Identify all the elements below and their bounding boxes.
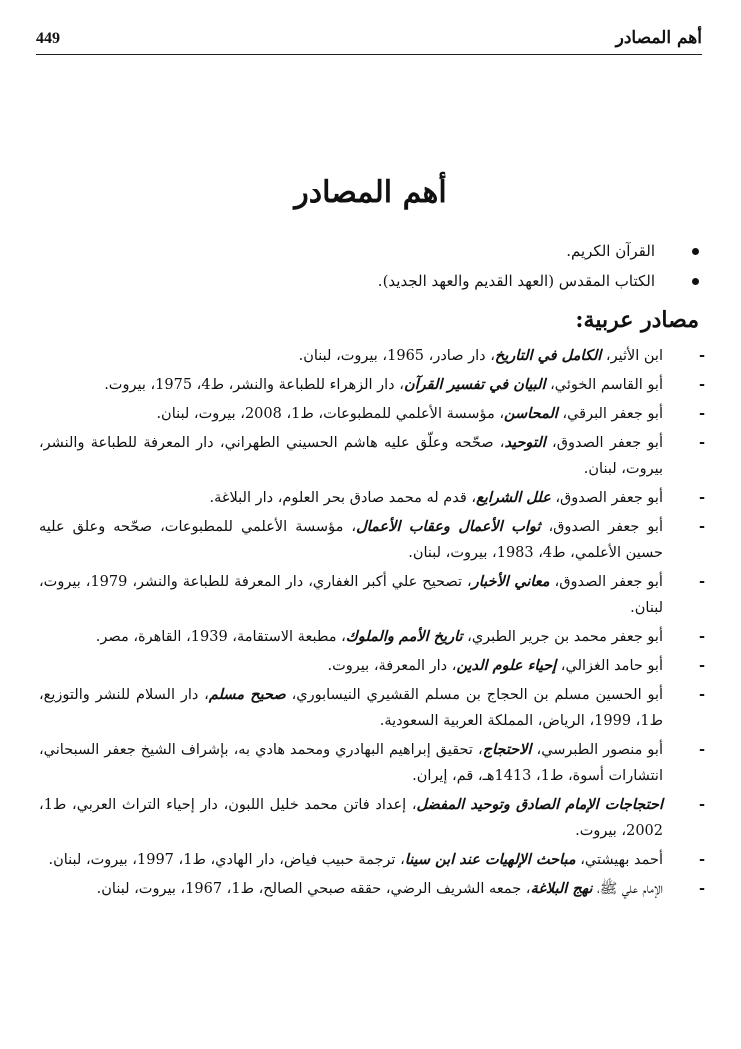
reference-author: أبو جعفر الصدوق، [550, 490, 663, 506]
reference-author: الإمام علي ﷺ، [592, 881, 663, 897]
reference-author: ابن الأثير، [601, 348, 663, 364]
reference-details: ، دار المعرفة، بيروت. [327, 658, 457, 674]
dash-marker: - [698, 686, 705, 703]
reference-item [39, 430, 705, 482]
dash-marker: - [698, 573, 705, 590]
reference-title: الكامل في التاريخ [494, 347, 602, 364]
dash-marker: - [698, 880, 705, 897]
bullet-icon [692, 248, 699, 255]
reference-title: المحاسن [504, 405, 558, 422]
bullet-item [49, 266, 699, 296]
dash-marker: - [698, 796, 705, 813]
reference-title: احتجاجات الإمام الصادق وتوحيد المفضل [416, 796, 663, 813]
reference-details: ، دار الزهراء للطباعة والنشر، ط4، 1975، بيروت. [104, 377, 404, 393]
reference-details: ، قدم له محمد صادق بحر العلوم، دار البلاغة. [209, 490, 477, 506]
reference-details: ، دار السلام للنشر والتوزيع، ط1، 1999، الرياض، المملكة العربية السعودية. [39, 687, 663, 729]
reference-item [39, 485, 705, 511]
reference-list [39, 343, 705, 905]
section-heading: مصادر عربية: [575, 307, 699, 333]
dash-marker: - [698, 489, 705, 506]
reference-details: ، دار صادر، 1965، بيروت، لبنان. [298, 348, 495, 364]
reference-title: الاحتجاج [482, 741, 532, 758]
reference-details: ، مؤسسة الأعلمي للمطبوعات، ط1، 2008، بيروت، لبنان. [156, 406, 504, 422]
reference-author: أبو جعفر البرقي، [557, 406, 663, 422]
reference-item [39, 401, 705, 427]
dash-marker: - [698, 657, 705, 674]
reference-author: أحمد بهيشتي، [575, 852, 663, 868]
reference-author: أبو جعفر الصدوق، [549, 574, 663, 590]
dash-marker: - [698, 376, 705, 393]
reference-title: صحيح مسلم [208, 686, 286, 703]
dash-marker: - [698, 405, 705, 422]
reference-details: ، تحقيق إبراهيم البهادري ومحمد هادي به، بإشراف الشيخ جعفر السبحاني، انتشارات أسوة، ط1، 1413هـ، قم، إيران. [39, 742, 663, 784]
dash-marker: - [698, 518, 705, 535]
reference-item [39, 372, 705, 398]
bullet-text: الكتاب المقدس (العهد القديم والعهد الجديد). [377, 272, 655, 290]
reference-author: أبو الحسين مسلم بن الحجاج بن مسلم القشيري النيسابوري، [285, 687, 664, 703]
reference-details: ، صحّحه وعلّق عليه هاشم الحسيني الطهراني، دار المعرفة للطباعة والنشر، بيروت، لبنان. [39, 435, 663, 477]
reference-item [39, 682, 705, 734]
reference-details: ، مؤسسة الأعلمي للمطبوعات، صحّحه وعلق عليه حسين الأعلمي، ط4، 1983، بيروت، لبنان. [39, 519, 663, 561]
dash-marker: - [698, 347, 705, 364]
dash-marker: - [698, 741, 705, 758]
reference-details: ، إعداد فاتن محمد خليل اللبون، دار إحياء التراث العربي، ط1، 2002، بيروت. [39, 797, 663, 839]
reference-title: البيان في تفسير القرآن [403, 376, 546, 393]
reference-item [39, 569, 705, 621]
dash-marker: - [698, 434, 705, 451]
reference-item [39, 653, 705, 679]
reference-details: ، مطبعة الاستقامة، 1939، القاهرة، مصر. [95, 629, 346, 645]
page-number: 449 [36, 30, 60, 47]
reference-item [39, 737, 705, 789]
reference-author: أبو منصور الطبرسي، [531, 742, 663, 758]
reference-title: معاني الأخبار [471, 573, 550, 590]
bullet-item [49, 236, 699, 266]
reference-item [39, 876, 705, 902]
bullet-text: القرآن الكريم. [566, 242, 655, 260]
reference-author: أبو جعفر الصدوق، [540, 519, 663, 535]
reference-author: أبو جعفر الصدوق، [545, 435, 663, 451]
bullet-list [49, 236, 699, 296]
running-title: أهم المصادر [615, 28, 702, 48]
reference-item [39, 343, 705, 369]
reference-title: إحياء علوم الدين [456, 657, 557, 674]
reference-title: علل الشرايع [476, 489, 551, 506]
reference-details: ، جمعه الشريف الرضي، حققه صبحي الصالح، ط1، 1967، بيروت، لبنان. [96, 881, 531, 897]
reference-title: مباحث الإلهيات عند ابن سينا [404, 851, 576, 868]
page-title: أهم المصادر [294, 175, 447, 210]
reference-author: أبو جعفر محمد بن جرير الطبري، [462, 629, 663, 645]
reference-title: ثواب الأعمال وعقاب الأعمال [356, 518, 541, 535]
reference-item [39, 792, 705, 844]
reference-details: ، ترجمة حبيب فياض، دار الهادي، ط1، 1997، بيروت، لبنان. [48, 852, 405, 868]
reference-item [39, 624, 705, 650]
reference-title: نهج البلاغة [530, 880, 593, 897]
reference-author: أبو القاسم الخوئي، [545, 377, 663, 393]
running-header [36, 24, 702, 55]
reference-details: ، تصحيح علي أكبر الغفاري، دار المعرفة للطباعة والنشر، 1979، بيروت، لبنان. [39, 574, 663, 616]
reference-title: تاريخ الأمم والملوك [345, 628, 463, 645]
reference-item [39, 514, 705, 566]
dash-marker: - [698, 628, 705, 645]
reference-title: التوحيد [504, 434, 546, 451]
dash-marker: - [698, 851, 705, 868]
bullet-icon [692, 278, 699, 285]
reference-item [39, 847, 705, 873]
reference-author: أبو حامد الغزالي، [556, 658, 663, 674]
